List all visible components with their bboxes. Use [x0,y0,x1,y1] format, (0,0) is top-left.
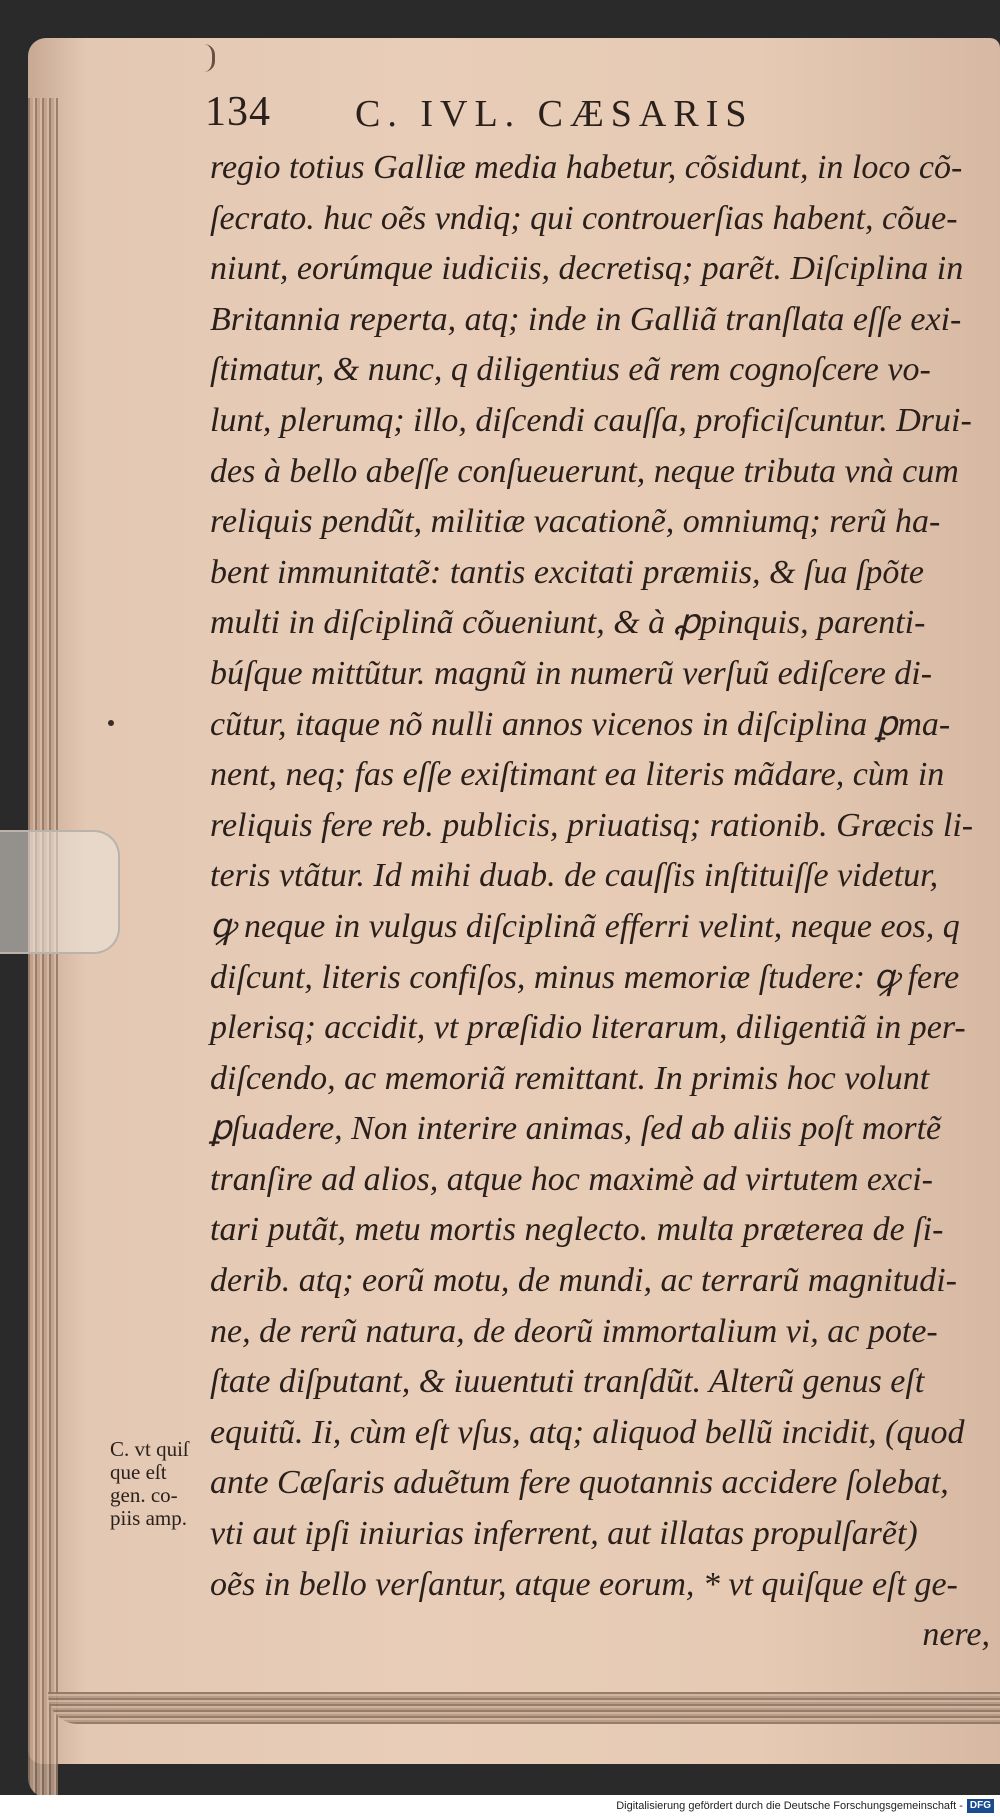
text-line: ſecrato. huc oẽs vndiq; qui controuerſias habent, cõue- [210,199,958,237]
text-line: ne, de rerũ natura, de deorũ immortalium vi, ac pote- [210,1312,938,1350]
text-line: Britannia reperta, atq; inde in Galliã tranſlata eſſe exi- [210,300,962,338]
running-head: C. IVL. CÆSARIS [355,93,754,135]
text-line: bent immunitatẽ: tantis excitati præmiis, & ſua ſpõte [210,553,924,591]
text-line: multi in diſciplinã cõueniunt, & à ꝓpinquis, parenti- [210,604,926,642]
page-header [205,88,845,148]
margin-note [110,1438,210,1530]
text-line: plerisq; accidit, vt præſidio literarum, diligentiã in per- [210,1009,966,1047]
text-line: oẽs in bello verſantur, atque eorum, * vt quiſque eſt ge- [210,1565,958,1603]
text-line: nent, neq; fas eſſe exiſtimant ea literis mãdare, cùm in [210,756,945,794]
text-line: derib. atq; eorũ motu, de mundi, ac terrarũ magnitudi- [210,1262,957,1300]
text-line: diſcendo, ac memoriã remittant. In primis hoc volunt [210,1059,930,1097]
text-line: diſcunt, literis confiſos, minus memoriæ ſtudere: ꝙ fere [210,958,960,996]
text-line: regio totius Galliæ media habetur, cõsidunt, in loco cõ- [210,149,963,186]
text-line: reliquis fere reb. publicis, priuatisq; rationib. Græcis li- [210,806,974,844]
margin-note-line: piis amp. [110,1506,187,1530]
margin-note-line: C. vt quiſ [110,1437,189,1461]
page-clip-tab [0,830,120,954]
text-line: nere, [922,1616,990,1654]
text-line: tari putãt, metu mortis neglecto. multa præterea de ſi- [210,1211,944,1249]
text-line: ſtimatur, & nunc, q diligentius eã rem cognoſcere vo- [210,351,931,389]
text-line: ꝑſuadere, Non interire animas, ſed ab aliis poſt mortẽ [210,1110,942,1148]
margin-note-line: gen. co- [110,1483,178,1507]
footer-text: Digitalisierung gefördert durch die Deutsche Forschungsgemeinschaft - [616,1800,963,1812]
text-line: cũtur, itaque nõ nulli annos vicenos in diſciplina ꝑma- [210,705,951,743]
text-line: ſtate diſputant, & iuuentuti tranſdũt. Alterũ genus eſt [210,1363,925,1401]
digitization-footer [0,1795,1000,1817]
text-line: tranſire ad alios, atque hoc maximè ad virtutem exci- [210,1160,933,1198]
text-line: niunt, eorúmque iudiciis, decretisq; parẽt. Diſciplina in [210,250,964,288]
text-line: equitũ. Ii, cùm eſt vſus, atq; aliquod bellũ incidit, (quod [210,1413,965,1451]
body-text [210,143,990,1661]
text-line: ante Cæſaris aduẽtum fere quotannis accidere ſolebat, [210,1464,949,1502]
text-line: lunt, plerumq; illo, diſcendi cauſſa, proficiſcuntur. Drui- [210,401,972,439]
text-line: des à bello abeſſe conſueuerunt, neque tributa vnà cum [210,452,959,490]
page-edge-bottom [48,1692,1000,1724]
margin-note-line: que eſt [110,1460,167,1484]
page-number: 134 [205,89,271,135]
ink-dot [108,720,114,726]
text-line: teris vtãtur. Id mihi duab. de cauſſis inſtituiſſe videtur, [210,857,939,895]
text-line: ꝙ neque in vulgus diſciplinã efferri velint, neque eos, q [210,907,960,945]
dfg-logo: DFG [967,1799,994,1813]
text-line: reliquis pendũt, militiæ vacationẽ, omniumq; rerũ ha- [210,503,941,541]
text-line: vti aut ipſi iniurias inferrent, aut illatas propulſarẽt) [210,1515,918,1553]
text-line: búſque mittũtur. magnũ in numerũ verſuũ ediſcere di- [210,654,933,692]
